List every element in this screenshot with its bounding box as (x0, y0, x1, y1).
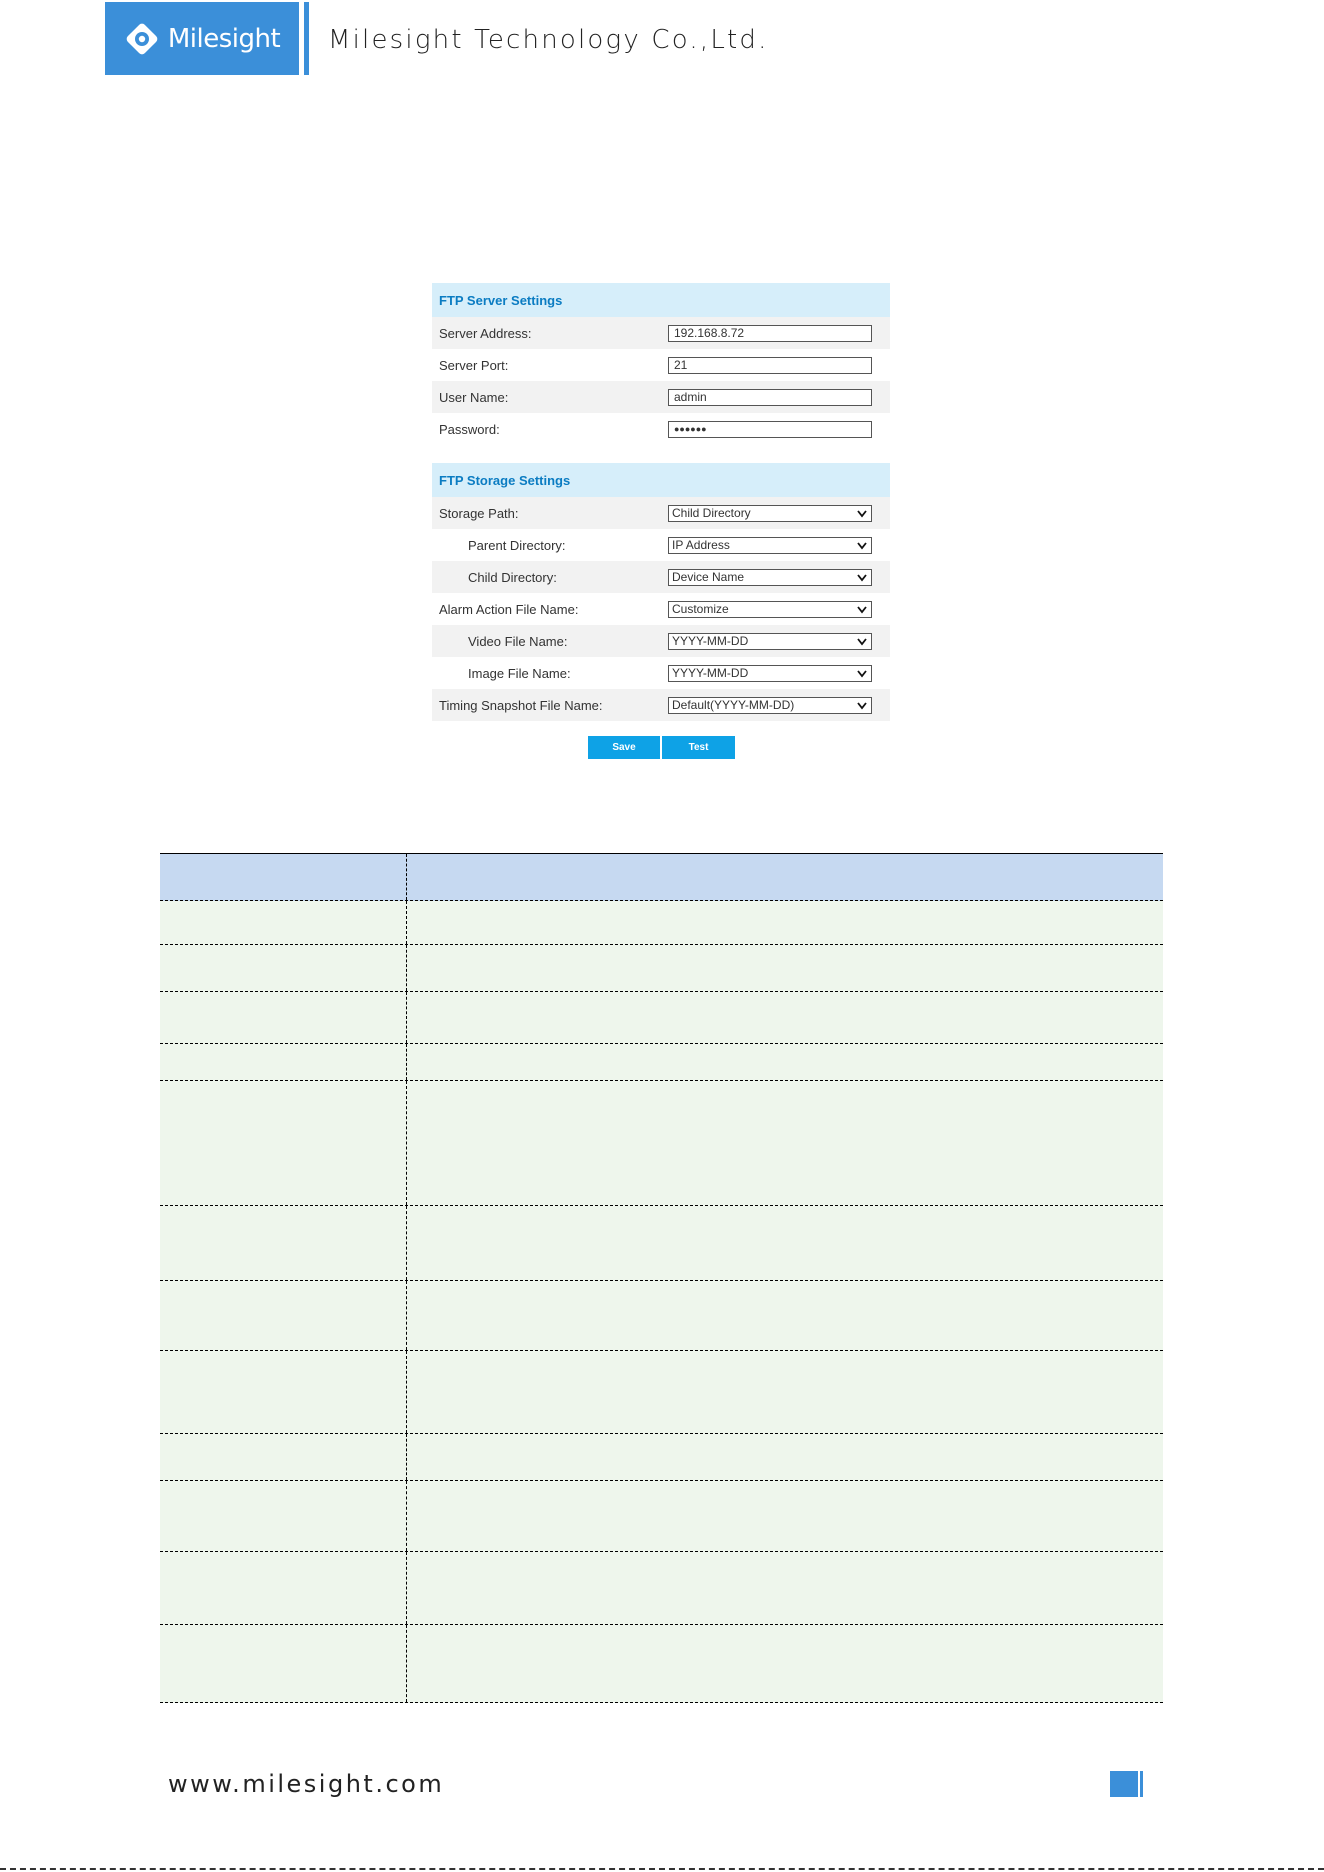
password-label: Password: (439, 421, 500, 437)
table-row (160, 1044, 1163, 1081)
server-port-label: Server Port: (439, 357, 509, 373)
image-file-name-value: YYYY-MM-DD (672, 666, 749, 680)
timing-snapshot-file-name-value: Default(YYYY-MM-DD) (672, 698, 795, 712)
storage-path-label: Storage Path: (439, 505, 519, 521)
video-file-name-value: YYYY-MM-DD (672, 634, 749, 648)
table-cell (160, 1281, 407, 1350)
timing-snapshot-file-name-label: Timing Snapshot File Name: (439, 697, 603, 713)
alarm-action-file-name-label: Alarm Action File Name: (439, 601, 579, 617)
child-directory-select[interactable] (668, 569, 872, 586)
chevron-down-icon (856, 571, 868, 584)
table-cell (160, 1351, 407, 1433)
footer-divider (1140, 1771, 1143, 1797)
table-cell (407, 1625, 1163, 1702)
user-name-row (432, 381, 890, 413)
image-file-name-select[interactable] (668, 665, 872, 682)
table-cell (407, 1081, 1163, 1205)
table-cell (407, 992, 1163, 1043)
save-button[interactable]: Save (588, 736, 660, 759)
alarm-action-file-name-row (432, 593, 890, 625)
table-cell (160, 1044, 407, 1080)
test-button[interactable]: Test (662, 736, 735, 759)
table-row (160, 1281, 1163, 1351)
table-row (160, 1206, 1163, 1281)
password-row (432, 413, 890, 445)
server-port-input[interactable]: 21 (668, 357, 872, 374)
table-cell (407, 1281, 1163, 1350)
video-file-name-label: Video File Name: (468, 633, 568, 649)
table-cell (407, 1206, 1163, 1280)
child-directory-label: Child Directory: (468, 569, 557, 585)
company-name: Milesight Technology Co.,Ltd. (328, 25, 769, 55)
video-file-name-select[interactable] (668, 633, 872, 650)
table-row (160, 901, 1163, 945)
logo-text: Milesight (167, 23, 281, 54)
footer-website-link[interactable]: www.milesight.com (168, 1770, 445, 1798)
table-header-row (160, 853, 1163, 901)
parent-directory-value: IP Address (672, 538, 730, 552)
company-logo (105, 2, 299, 75)
header-divider (304, 2, 309, 75)
table-row (160, 945, 1163, 992)
table-row (160, 1625, 1163, 1703)
table-cell (160, 945, 407, 991)
table-cell (407, 1434, 1163, 1480)
child-directory-value: Device Name (672, 570, 745, 584)
storage-path-row (432, 497, 890, 529)
timing-snapshot-file-name-select[interactable] (668, 697, 872, 714)
server-address-row (432, 317, 890, 349)
chevron-down-icon (856, 699, 868, 712)
table-cell (407, 1351, 1163, 1433)
table-cell (407, 1481, 1163, 1551)
alarm-action-file-name-select[interactable] (668, 601, 872, 618)
server-address-input[interactable]: 192.168.8.72 (668, 325, 872, 342)
table-row (160, 1434, 1163, 1481)
table-cell (160, 992, 407, 1043)
table-row (160, 992, 1163, 1044)
ftp-settings-panel (432, 283, 890, 721)
alarm-action-file-name-value: Customize (672, 602, 729, 616)
table-cell (160, 1625, 407, 1702)
parent-directory-row (432, 529, 890, 561)
parent-directory-select[interactable] (668, 537, 872, 554)
page-number-badge (1110, 1771, 1138, 1797)
table-cell (160, 1081, 407, 1205)
table-cell (160, 1481, 407, 1551)
page-bottom-border (0, 1868, 1324, 1870)
user-name-input[interactable]: admin (668, 389, 872, 406)
storage-path-select[interactable] (668, 505, 872, 522)
chevron-down-icon (856, 635, 868, 648)
chevron-down-icon (856, 603, 868, 616)
table-cell (160, 1206, 407, 1280)
child-directory-row (432, 561, 890, 593)
table-row (160, 1351, 1163, 1434)
table-cell (160, 1434, 407, 1480)
storage-path-value: Child Directory (672, 506, 751, 520)
parent-directory-label: Parent Directory: (468, 537, 566, 553)
image-file-name-row (432, 657, 890, 689)
table-row (160, 1081, 1163, 1206)
ftp-server-settings-heading: FTP Server Settings (432, 283, 890, 317)
server-address-label: Server Address: (439, 325, 532, 341)
table-cell (407, 945, 1163, 991)
server-port-row (432, 349, 890, 381)
ftp-storage-settings-heading: FTP Storage Settings (432, 463, 890, 497)
table-cell (407, 901, 1163, 944)
timing-snapshot-file-name-row (432, 689, 890, 721)
password-input[interactable]: ●●●●●● (668, 421, 872, 438)
chevron-down-icon (856, 539, 868, 552)
chevron-down-icon (856, 667, 868, 680)
table-row (160, 1481, 1163, 1552)
table-cell (407, 1044, 1163, 1080)
image-file-name-label: Image File Name: (468, 665, 571, 681)
user-name-label: User Name: (439, 389, 509, 405)
table-cell (407, 1552, 1163, 1624)
table-cell (160, 1552, 407, 1624)
parameter-description-table (160, 853, 1163, 1703)
video-file-name-row (432, 625, 890, 657)
table-cell (160, 901, 407, 944)
table-header-cell (160, 854, 407, 900)
chevron-down-icon (856, 507, 868, 520)
milesight-logo-icon (124, 21, 160, 57)
table-row (160, 1552, 1163, 1625)
